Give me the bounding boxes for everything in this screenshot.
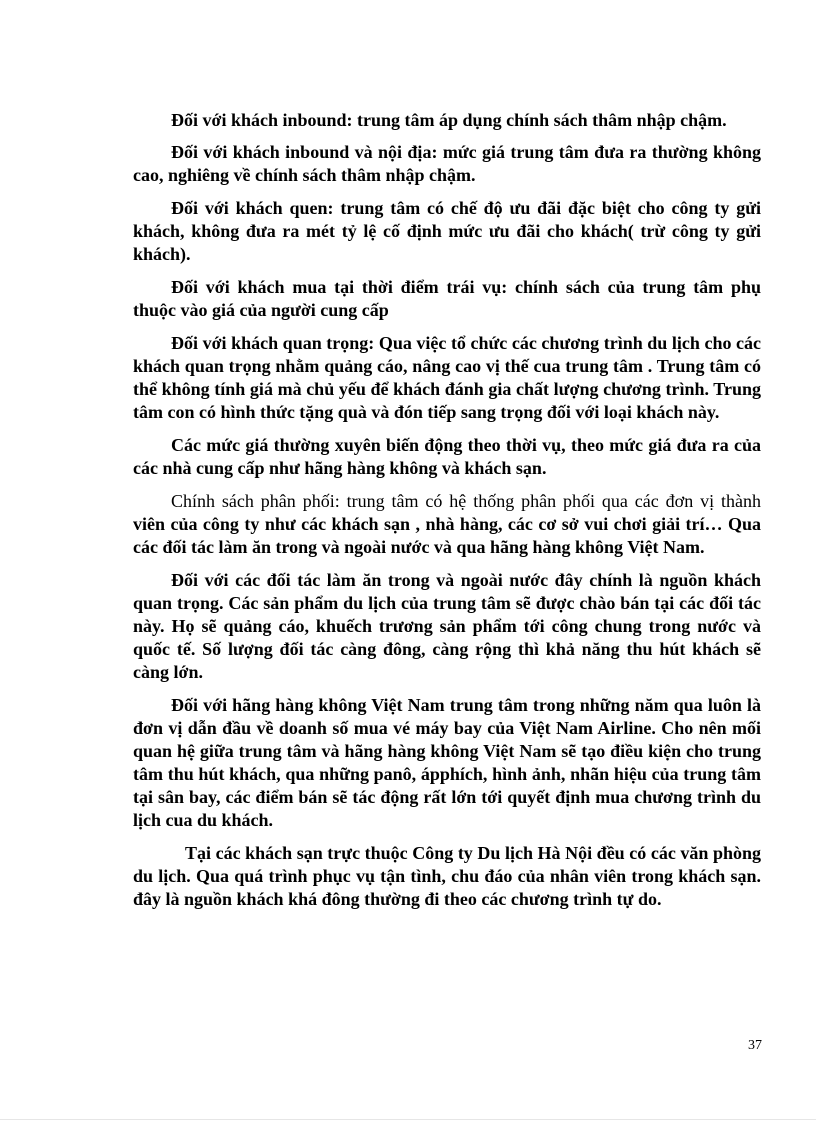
paragraph-vietnam-airlines: Đối với hãng hàng không Việt Nam trung tâm trong những năm qua luôn là đơn vị dẫn đầu về doanh số mua vé máy bay của Việt Nam Airline. Cho nên mối quan hệ giữa trung tâm và hãng hàng không Việt Nam sẽ tạo điều kiện cho trung tâm thu hút khách, qua những panô, ápphích, hình ảnh, nhãn hiệu của trung tâm tại sân bay, các điểm bán sẽ tác động rất lớn tới quyết định mua chương trình du lịch cua du khách. — [133, 695, 761, 830]
paragraph-inbound-pricing: Đối với khách inbound: trung tâm áp dụng chính sách thâm nhập chậm. — [171, 110, 727, 130]
page-bottom-divider — [0, 1119, 816, 1120]
paragraph-distribution-policy — [133, 490, 761, 559]
paragraph-hotels: Tại các khách sạn trực thuộc Công ty Du lịch Hà Nội đều có các văn phòng du lịch. Qua quá trình phục vụ tận tình, chu đáo của nhân viên trong khách sạn. đây là nguồn khách khá đông thường đi theo các chương trình tự do. — [133, 843, 761, 909]
paragraph-off-season-customers: Đối với khách mua tại thời điểm trái vụ: chính sách của trung tâm phụ thuộc vào giá của người cung cấp — [133, 277, 761, 320]
body-text — [133, 109, 761, 921]
paragraph-regular-customers: Đối với khách quen: trung tâm có chế độ ưu đãi đặc biệt cho công ty gửi khách, không đưa ra mét tỷ lệ cố định mức ưu đãi cho khách( trừ công ty gửi khách). — [133, 198, 761, 264]
distribution-policy-lead: Chính sách phân phối: trung tâm có hệ thống phân phối qua các đơn vị thành — [171, 491, 761, 511]
page-number: 37 — [748, 1038, 762, 1053]
paragraph-partners: Đối với các đối tác làm ăn trong và ngoài nước đây chính là nguồn khách quan trọng. Các sản phẩm du lịch của trung tâm sẽ được chào bán tại các đối tác này. Họ sẽ quảng cáo, khuếch trương sản phẩm tới công chung trong nước và quốc tế. Số lượng đối tác càng đông, càng rộng thì khả năng thu hút khách sẽ càng lớn. — [133, 570, 761, 682]
paragraph-price-fluctuation: Các mức giá thường xuyên biến động theo thời vụ, theo mức giá đưa ra của các nhà cung cấp như hãng hàng không và khách sạn. — [133, 435, 761, 478]
distribution-policy-rest: viên của công ty như các khách sạn , nhà hàng, các cơ sở vui chơi giải trí… Qua các đối tác làm ăn trong và ngoài nước và qua hãng hàng không Việt Nam. — [133, 514, 761, 557]
paragraph-important-customers: Đối với khách quan trọng: Qua việc tổ chức các chương trình du lịch cho các khách quan trọng nhằm quảng cáo, nâng cao vị thế cua trung tâm . Trung tâm có thể không tính giá mà chủ yếu để khách đánh gia chất lượng chương trình. Trung tâm con có hình thức tặng quà và đón tiếp sang trọng đối với loại khách này. — [133, 333, 761, 422]
paragraph-inbound-domestic-pricing: Đối với khách inbound và nội địa: mức giá trung tâm đưa ra thường không cao, nghiêng về chính sách thâm nhập chậm. — [133, 142, 761, 185]
